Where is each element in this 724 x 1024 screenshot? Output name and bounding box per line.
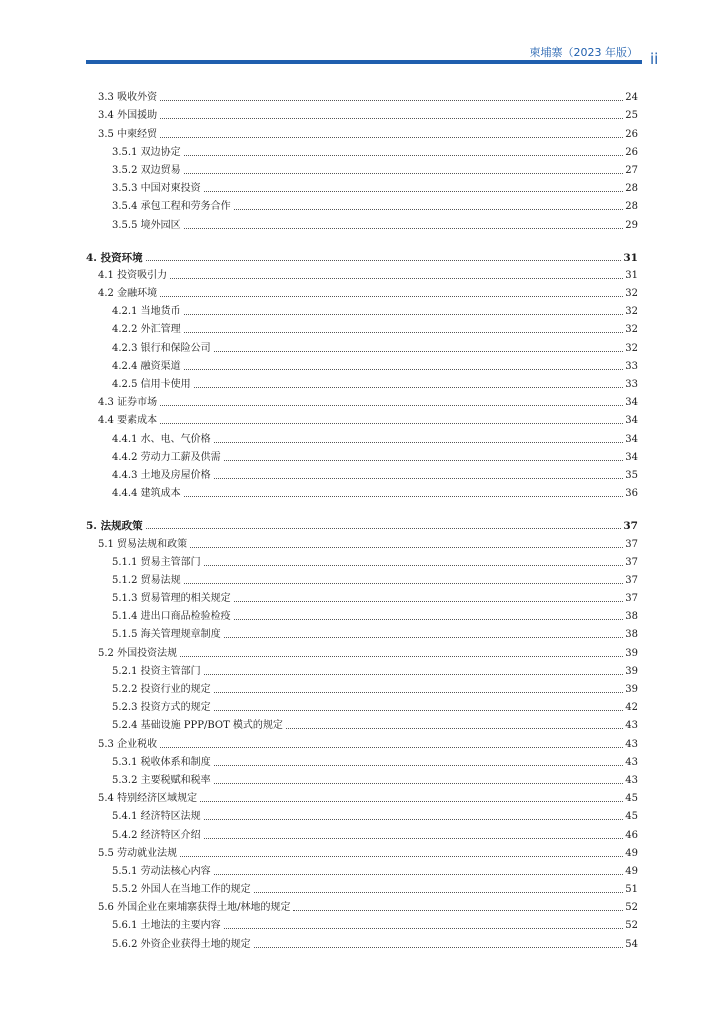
toc-subsection-entry[interactable] <box>86 860 638 878</box>
toc-dot-leader <box>160 137 623 138</box>
toc-entry-title: 5.5.1 劳动法核心内容 <box>112 865 211 877</box>
page-number: ii <box>650 50 659 68</box>
toc-dot-leader <box>224 637 624 638</box>
toc-dot-leader <box>184 583 624 584</box>
toc-entry-title: 5.6 外国企业在柬埔寨获得土地/林地的规定 <box>98 902 291 914</box>
toc-entry-title: 4.4.4 建筑成本 <box>112 488 181 500</box>
toc-dot-leader <box>146 528 622 529</box>
toc-section-entry[interactable] <box>86 104 638 122</box>
toc-entry-title: 5.1.4 进出口商品检验检疫 <box>112 611 231 623</box>
toc-dot-leader <box>254 947 624 948</box>
toc-entry-page: 39 <box>625 684 638 695</box>
table-of-contents <box>86 86 638 951</box>
toc-dot-leader <box>214 710 624 711</box>
toc-subsection-entry[interactable] <box>86 213 638 231</box>
toc-section-entry[interactable] <box>86 787 638 805</box>
toc-entry-page: 49 <box>625 847 638 859</box>
toc-entry-page: 34 <box>625 415 638 427</box>
toc-entry-page: 33 <box>625 360 638 372</box>
header-rule <box>86 60 642 64</box>
toc-subsection-entry[interactable] <box>86 932 638 950</box>
toc-entry-title: 4.4.2 劳动力工薪及供需 <box>112 451 221 463</box>
toc-entry-title: 5.1.5 海关管理规章制度 <box>112 629 221 641</box>
toc-entry-title: 5.2.1 投资主管部门 <box>112 665 201 677</box>
toc-dot-leader <box>234 209 624 210</box>
toc-subsection-entry[interactable] <box>86 623 638 641</box>
toc-dot-leader <box>293 910 623 911</box>
toc-dot-leader <box>204 674 624 675</box>
toc-dot-leader <box>224 460 624 461</box>
toc-dot-leader <box>184 314 624 315</box>
toc-subsection-entry[interactable] <box>86 464 638 482</box>
toc-dot-leader <box>184 332 624 333</box>
toc-entry-page: 24 <box>625 92 638 104</box>
toc-entry-title: 4.2.1 当地货币 <box>112 306 181 318</box>
toc-dot-leader <box>184 369 624 370</box>
toc-entry-page: 32 <box>625 288 638 300</box>
toc-entry-title: 4.2.5 信用卡使用 <box>112 379 191 390</box>
toc-entry-title: 3.5.4 承包工程和劳务合作 <box>112 201 231 213</box>
toc-entry-page: 36 <box>625 488 638 500</box>
toc-entry-page: 43 <box>625 774 638 786</box>
header-title: 柬埔寨（2023 年版） <box>529 46 638 59</box>
toc-entry-title: 5.4 特别经济区域规定 <box>98 793 198 805</box>
toc-chapter-entry[interactable] <box>86 240 638 264</box>
toc-entry-page: 37 <box>625 574 638 586</box>
toc-entry-page: 37 <box>625 556 638 568</box>
toc-dot-leader <box>214 783 624 784</box>
toc-entry-page: 45 <box>625 811 638 823</box>
toc-subsection-entry[interactable] <box>86 482 638 500</box>
toc-entry-title: 4.4.3 土地及房屋价格 <box>112 469 211 481</box>
toc-dot-leader <box>254 892 624 893</box>
toc-entry-page: 34 <box>625 397 638 409</box>
toc-entry-title: 3.5.3 中国对柬投资 <box>112 183 201 195</box>
toc-entry-page: 32 <box>625 342 638 354</box>
toc-dot-leader <box>204 819 624 820</box>
toc-dot-leader <box>214 351 624 352</box>
toc-entry-title: 3.4 外国援助 <box>98 110 158 122</box>
toc-subsection-entry[interactable] <box>86 373 638 391</box>
toc-subsection-entry[interactable] <box>86 446 638 464</box>
toc-entry-title: 4.2.2 外汇管理 <box>112 324 181 336</box>
toc-dot-leader <box>160 100 623 101</box>
toc-entry-page: 49 <box>625 865 638 877</box>
toc-section-entry[interactable] <box>86 264 638 282</box>
toc-entry-page: 42 <box>625 702 638 714</box>
toc-entry-title: 4.2.3 银行和保险公司 <box>112 342 211 354</box>
toc-dot-leader <box>160 747 623 748</box>
toc-subsection-entry[interactable] <box>86 159 638 177</box>
toc-section-entry[interactable] <box>86 282 638 300</box>
toc-entry-title: 5.4.2 经济特区介绍 <box>112 829 201 841</box>
toc-entry-title: 5.1.2 贸易法规 <box>112 574 181 586</box>
toc-entry-title: 5.6.1 土地法的主要内容 <box>112 920 221 932</box>
toc-entry-page: 35 <box>625 469 638 481</box>
toc-entry-page: 37 <box>625 593 638 605</box>
toc-entry-title: 5.3 企业税收 <box>98 738 158 750</box>
toc-subsection-entry[interactable] <box>86 878 638 896</box>
toc-entry-title: 5.3.2 主要税赋和税率 <box>112 774 211 786</box>
toc-entry-page: 52 <box>625 902 638 914</box>
toc-dot-leader <box>204 565 624 566</box>
toc-entry-title: 5.1.1 贸易主管部门 <box>112 556 201 568</box>
toc-section-entry[interactable] <box>86 896 638 914</box>
toc-dot-leader <box>214 442 624 443</box>
toc-entry-title: 3.5.1 双边协定 <box>112 146 181 158</box>
toc-entry-page: 34 <box>625 433 638 445</box>
toc-entry-page: 52 <box>625 920 638 932</box>
toc-entry-title: 3.3 吸收外资 <box>98 92 158 104</box>
toc-entry-title: 5.2.2 投资行业的规定 <box>112 684 211 695</box>
toc-entry-page: 38 <box>625 611 638 623</box>
toc-entry-page: 25 <box>625 110 638 122</box>
toc-chapter-entry[interactable] <box>86 508 638 532</box>
toc-entry-page: 27 <box>625 164 638 176</box>
toc-entry-page: 46 <box>625 829 638 841</box>
toc-dot-leader <box>180 656 623 657</box>
toc-entry-page: 43 <box>625 738 638 750</box>
toc-entry-title: 4.2 金融环境 <box>98 288 158 300</box>
toc-dot-leader <box>194 387 624 388</box>
toc-entry-page: 34 <box>625 451 638 463</box>
toc-subsection-entry[interactable] <box>86 660 638 678</box>
toc-subsection-entry[interactable] <box>86 823 638 841</box>
toc-subsection-entry[interactable] <box>86 805 638 823</box>
toc-dot-leader <box>170 278 623 279</box>
toc-dot-leader <box>286 728 623 729</box>
toc-entry-page: 37 <box>625 538 638 550</box>
toc-subsection-entry[interactable] <box>86 300 638 318</box>
toc-dot-leader <box>160 296 623 297</box>
toc-entry-page: 43 <box>625 720 638 732</box>
toc-entry-page: 28 <box>625 183 638 195</box>
toc-dot-leader <box>160 405 623 406</box>
toc-entry-title: 5.4.1 经济特区法规 <box>112 811 201 823</box>
toc-entry-page: 38 <box>625 629 638 641</box>
toc-entry-title: 5.6.2 外资企业获得土地的规定 <box>112 938 251 950</box>
toc-dot-leader <box>234 619 624 620</box>
toc-subsection-entry[interactable] <box>86 355 638 373</box>
toc-subsection-entry[interactable] <box>86 427 638 445</box>
toc-entry-title: 5.2.4 基础设施 PPP/BOT 模式的规定 <box>112 720 283 732</box>
toc-entry-title: 5. 法规政策 <box>86 520 143 533</box>
toc-entry-title: 5.3.1 税收体系和制度 <box>112 756 211 768</box>
toc-entry-page: 32 <box>625 324 638 336</box>
toc-dot-leader <box>160 423 623 424</box>
toc-entry-page: 32 <box>625 306 638 318</box>
toc-entry-page: 39 <box>625 647 638 659</box>
toc-entry-page: 31 <box>625 269 638 281</box>
toc-entry-title: 4.3 证券市场 <box>98 397 158 409</box>
toc-dot-leader <box>214 692 624 693</box>
toc-subsection-entry[interactable] <box>86 769 638 787</box>
toc-section-entry[interactable] <box>86 532 638 550</box>
toc-entry-page: 26 <box>625 128 638 140</box>
toc-subsection-entry[interactable] <box>86 751 638 769</box>
toc-subsection-entry[interactable] <box>86 678 638 696</box>
toc-dot-leader <box>214 478 624 479</box>
toc-entry-page: 54 <box>625 938 638 950</box>
toc-entry-page: 28 <box>625 201 638 213</box>
toc-dot-leader <box>146 260 622 261</box>
toc-subsection-entry[interactable] <box>86 914 638 932</box>
toc-entry-page: 51 <box>625 884 638 896</box>
toc-dot-leader <box>214 765 624 766</box>
toc-entry-title: 5.1.3 贸易管理的相关规定 <box>112 593 231 605</box>
toc-entry-title: 3.5 中柬经贸 <box>98 128 158 140</box>
toc-entry-page: 45 <box>625 793 638 805</box>
toc-subsection-entry[interactable] <box>86 551 638 569</box>
toc-entry-title: 4.1 投资吸引力 <box>98 269 168 281</box>
toc-entry-title: 5.1 贸易法规和政策 <box>98 538 188 550</box>
toc-dot-leader <box>224 928 624 929</box>
toc-section-entry[interactable] <box>86 391 638 409</box>
toc-dot-leader <box>200 801 623 802</box>
toc-entry-page: 39 <box>625 665 638 677</box>
toc-subsection-entry[interactable] <box>86 318 638 336</box>
toc-dot-leader <box>184 228 624 229</box>
toc-entry-page: 29 <box>625 219 638 231</box>
toc-section-entry[interactable] <box>86 409 638 427</box>
toc-section-entry[interactable] <box>86 842 638 860</box>
toc-section-entry[interactable] <box>86 732 638 750</box>
toc-dot-leader <box>214 874 624 875</box>
toc-dot-leader <box>184 496 624 497</box>
toc-entry-title: 4. 投资环境 <box>86 251 143 264</box>
toc-entry-title: 5.5.2 外国人在当地工作的规定 <box>112 884 251 896</box>
toc-section-entry[interactable] <box>86 86 638 104</box>
toc-subsection-entry[interactable] <box>86 605 638 623</box>
toc-dot-leader <box>160 118 623 119</box>
toc-section-entry[interactable] <box>86 641 638 659</box>
toc-entry-page: 26 <box>625 146 638 158</box>
toc-entry-title: 5.2 外国投资法规 <box>98 647 178 659</box>
toc-subsection-entry[interactable] <box>86 141 638 159</box>
toc-subsection-entry[interactable] <box>86 587 638 605</box>
toc-dot-leader <box>234 601 624 602</box>
toc-subsection-entry[interactable] <box>86 177 638 195</box>
toc-dot-leader <box>184 173 624 174</box>
toc-subsection-entry[interactable] <box>86 336 638 354</box>
toc-entry-title: 3.5.2 双边贸易 <box>112 164 181 176</box>
toc-dot-leader <box>190 547 623 548</box>
toc-entry-title: 4.2.4 融资渠道 <box>112 360 181 372</box>
toc-dot-leader <box>184 155 624 156</box>
toc-dot-leader <box>204 838 624 839</box>
toc-subsection-entry[interactable] <box>86 696 638 714</box>
toc-subsection-entry[interactable] <box>86 195 638 213</box>
toc-entry-page: 43 <box>625 756 638 768</box>
toc-entry-title: 5.2.3 投资方式的规定 <box>112 702 211 714</box>
toc-entry-page: 37 <box>623 520 638 533</box>
toc-dot-leader <box>204 191 624 192</box>
toc-entry-page: 31 <box>623 251 638 264</box>
toc-entry-title: 4.4 要素成本 <box>98 415 158 427</box>
toc-subsection-entry[interactable] <box>86 714 638 732</box>
toc-section-entry[interactable] <box>86 122 638 140</box>
toc-entry-page: 33 <box>625 379 638 390</box>
toc-entry-title: 5.5 劳动就业法规 <box>98 847 178 859</box>
toc-subsection-entry[interactable] <box>86 569 638 587</box>
toc-entry-title: 4.4.1 水、电、气价格 <box>112 433 211 445</box>
toc-entry-title: 3.5.5 境外园区 <box>112 219 181 231</box>
toc-dot-leader <box>180 856 623 857</box>
